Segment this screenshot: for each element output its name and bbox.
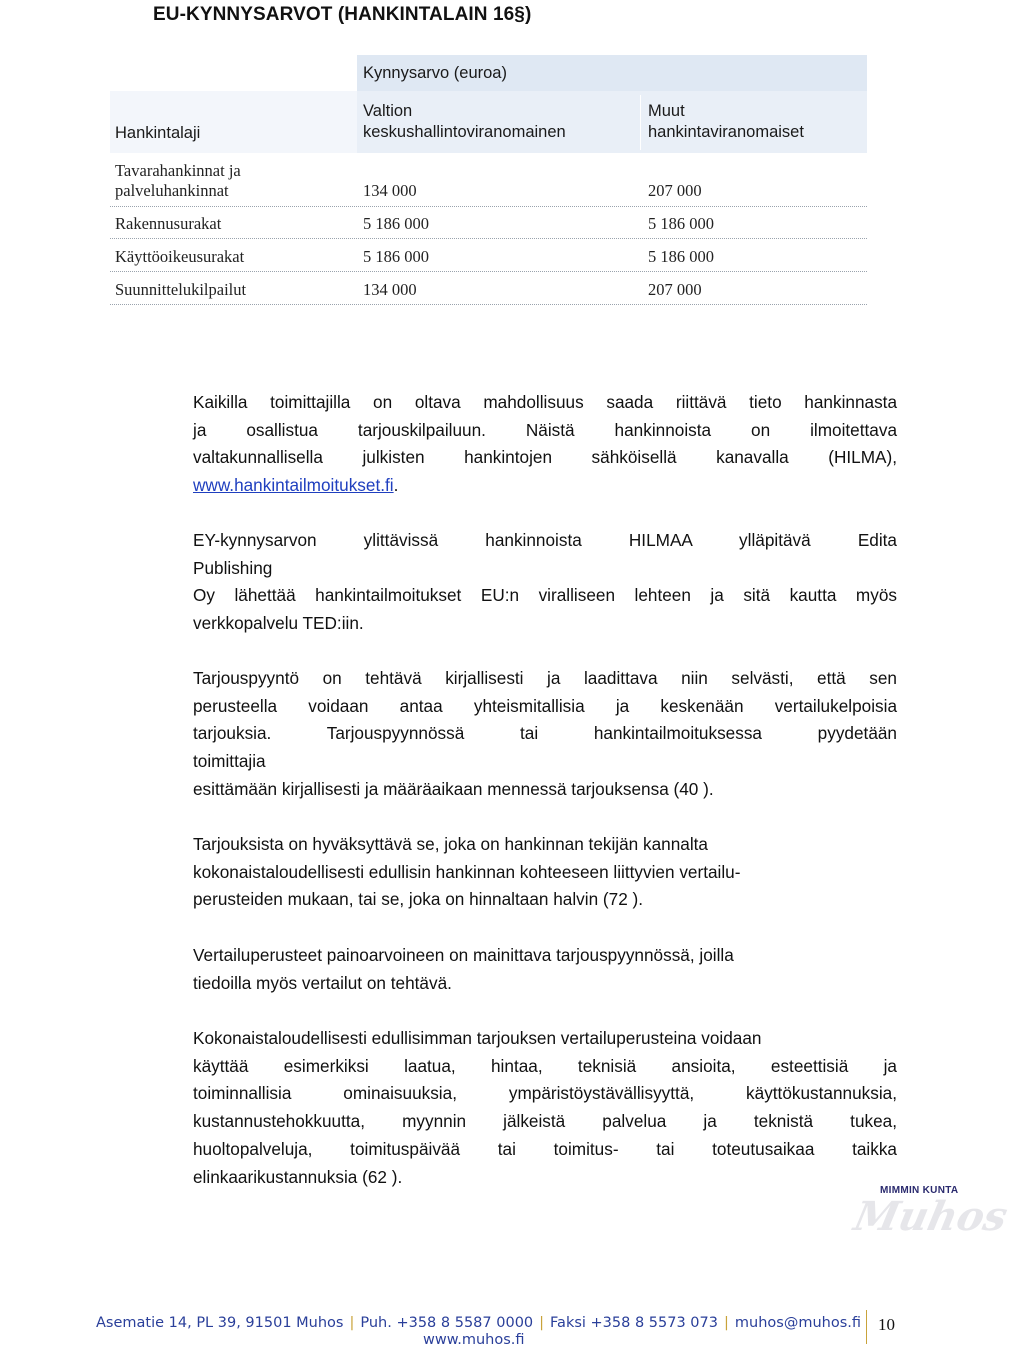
text-line: toimittajia <box>193 751 266 772</box>
group-header: Kynnysarvo (euroa) <box>363 64 507 82</box>
text-line: perusteella voidaan antaa yhteismitallisia ja keskenään vertailukelpoisia <box>193 695 897 716</box>
paragraph-comparison-criteria <box>193 1025 897 1191</box>
hilma-link[interactable]: www.hankintailmoitukset.fi <box>193 475 394 496</box>
text-line: Tarjouspyyntö on tehtävä kirjallisesti ja laadittava niin selvästi, että sen <box>193 668 897 688</box>
text-line: valtakunnallisella julkisten hankintojen sähköisellä kanavalla (HILMA), <box>193 447 897 468</box>
footer-separator: | <box>724 1315 729 1331</box>
logo-wordmark: Muhos <box>850 1193 1012 1240</box>
row-state-value: 134 000 <box>363 181 417 200</box>
page-number: 10 <box>878 1315 895 1334</box>
row-state-value: 5 186 000 <box>363 214 429 233</box>
row-other-value: 5 186 000 <box>648 214 714 233</box>
column-header-state-line1: Valtion <box>363 102 413 120</box>
row-divider <box>110 238 867 239</box>
row-type-line2: palveluhankinnat <box>115 181 229 200</box>
text-line: huoltopalveluja, toimituspäivää tai toimitus- tai toteutusaikaa taikka <box>193 1138 897 1159</box>
row-other-value: 207 000 <box>648 181 702 200</box>
paragraph-tender-request <box>193 665 897 804</box>
row-divider <box>110 206 867 207</box>
footer-fax: Faksi +358 8 5573 073 <box>550 1315 718 1331</box>
column-header-other-line1: Muut <box>648 102 685 120</box>
column-header-type: Hankintalaji <box>115 124 201 142</box>
text-line: tarjouksia. Tarjouspyynnössä tai hankintailmoituksessa pyydetään <box>193 723 897 744</box>
column-header-other-line2: hankintaviranomaiset <box>648 123 804 141</box>
footer-separator: | <box>349 1315 355 1331</box>
text-line: Oy lähettää hankintailmoitukset EU:n viralliseen lehteen ja sitä kautta myös <box>193 585 897 606</box>
footer-email[interactable]: muhos@muhos.fi <box>734 1315 861 1331</box>
text-line: elinkaarikustannuksia (62 ). <box>193 1166 403 1187</box>
page-title: EU-KYNNYSARVOT (HANKINTALAIN 16§) <box>153 4 532 25</box>
row-type: Käyttöoikeusurakat <box>115 247 245 266</box>
row-type: Rakennusurakat <box>115 214 222 233</box>
text-line: käyttää esimerkiksi laatua, hintaa, teknisiä ansioita, esteettisiä ja <box>193 1055 897 1076</box>
row-other-value: 5 186 000 <box>648 247 714 266</box>
footer-separator: | <box>539 1315 545 1331</box>
column-header-state-line2: keskushallintoviranomainen <box>363 123 566 141</box>
paragraph-ted <box>193 527 897 638</box>
row-type-line1: Tavarahankinnat ja <box>115 161 241 180</box>
footer-divider <box>866 1310 867 1344</box>
row-state-value: 5 186 000 <box>363 247 429 266</box>
footer-contact-line <box>96 1315 861 1331</box>
table-subheader-band <box>357 91 867 153</box>
thresholds-table <box>110 55 867 305</box>
text-line: toiminnallisia ominaisuuksia, ympäristöystävällisyyttä, käyttökustannuksia, <box>193 1083 897 1104</box>
text-line: Tarjouksista on hyväksyttävä se, joka on hankinnan tekijän kannalta <box>193 834 708 854</box>
row-type: Suunnittelukilpailut <box>115 280 247 299</box>
text-line <box>193 472 897 500</box>
footer-phone: Puh. +358 8 5587 0000 <box>360 1315 534 1331</box>
text-line: Kokonaistaloudellisesti edullisimman tarjouksen vertailuperusteina voidaan <box>193 1028 762 1048</box>
text-line: Kaikilla toimittajilla on oltava mahdollisuus saada riittävä tieto hankinnasta <box>193 392 897 412</box>
paragraph-notification <box>193 389 897 500</box>
column-divider <box>640 95 641 150</box>
text-line: esittämään kirjallisesti ja määräaikaan mennessä tarjouksensa (40 ). <box>193 778 714 799</box>
row-divider <box>110 271 867 272</box>
text-line: Publishing <box>193 557 273 578</box>
row-state-value: 134 000 <box>363 280 417 299</box>
text-line: Vertailuperusteet painoarvoineen on mainittava tarjouspyynnössä, joilla <box>193 945 734 965</box>
paragraph-weighting <box>193 942 897 997</box>
row-divider <box>110 304 867 305</box>
row-other-value: 207 000 <box>648 280 702 299</box>
muhos-logo <box>850 1185 1012 1247</box>
footer-website[interactable]: www.muhos.fi <box>423 1332 525 1348</box>
text-line: verkkopalvelu TED:iin. <box>193 613 364 634</box>
text-line: perusteiden mukaan, tai se, joka on hinnaltaan halvin (72 ). <box>193 889 644 910</box>
text-line: tiedoilla myös vertailut on tehtävä. <box>193 972 452 993</box>
text-fragment: . <box>393 475 399 496</box>
text-line: EY-kynnysarvon ylittävissä hankinnoista HILMAA ylläpitävä Edita <box>193 530 897 550</box>
footer-address: Asematie 14, PL 39, 91501 Muhos <box>96 1315 344 1331</box>
paragraph-award-criteria <box>193 831 897 914</box>
logo-tagline: MIMMIN KUNTA <box>880 1185 959 1196</box>
text-line: kustannustehokkuutta, myynnin jälkeistä palvelua ja teknistä tukea, <box>193 1111 897 1132</box>
text-line: kokonaistaloudellisesti edullisin hankinnan kohteeseen liittyvien vertailu- <box>193 861 741 882</box>
text-line: ja osallistua tarjouskilpailuun. Näistä hankinnoista on ilmoitettava <box>193 419 897 440</box>
table-header-left-band <box>110 91 357 153</box>
